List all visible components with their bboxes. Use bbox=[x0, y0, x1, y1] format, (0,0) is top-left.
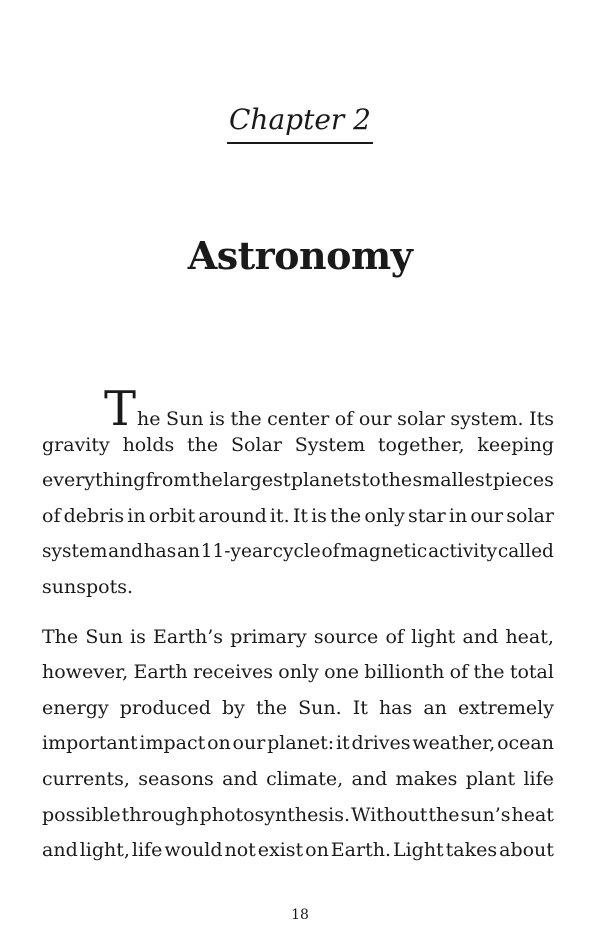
text-line: everything from the largest planets to the smallest pieces bbox=[42, 469, 554, 492]
text-line: and light, life would not exist on Earth. Light takes about bbox=[42, 839, 554, 862]
line-text: he Sun is the center of our solar system. Its bbox=[137, 408, 554, 430]
text-line: currents, seasons and climate, and makes plant life bbox=[42, 767, 554, 790]
text-line: important impact on our planet: it drives weather, ocean bbox=[42, 732, 554, 755]
text-line: sunspots. bbox=[42, 575, 134, 598]
chapter-label bbox=[0, 102, 600, 144]
body-text bbox=[42, 381, 554, 869]
paragraph-gap bbox=[42, 606, 554, 620]
chapter-title: Astronomy bbox=[187, 233, 413, 278]
page-number: 18 bbox=[291, 907, 309, 923]
text-line: of debris in orbit around it. It is the only star in our solar bbox=[42, 504, 554, 527]
text-line bbox=[42, 381, 554, 437]
paragraph-1 bbox=[42, 381, 554, 606]
text-line: energy produced by the Sun. It has an extremely bbox=[42, 696, 554, 719]
drop-cap: T bbox=[104, 381, 137, 437]
text-line: possible through photosynthesis. Without the sun’s heat bbox=[42, 803, 554, 826]
paragraph-2 bbox=[42, 620, 554, 869]
text-line: system and has an 11-year cycle of magnetic activity called bbox=[42, 541, 554, 563]
text-line: however, Earth receives only one billionth of the total bbox=[42, 661, 554, 684]
text-line: The Sun is Earth’s primary source of light and heat, bbox=[42, 625, 554, 648]
text-line: gravity holds the Solar System together, keeping bbox=[42, 433, 554, 456]
chapter-label-text: Chapter 2 bbox=[227, 102, 373, 144]
